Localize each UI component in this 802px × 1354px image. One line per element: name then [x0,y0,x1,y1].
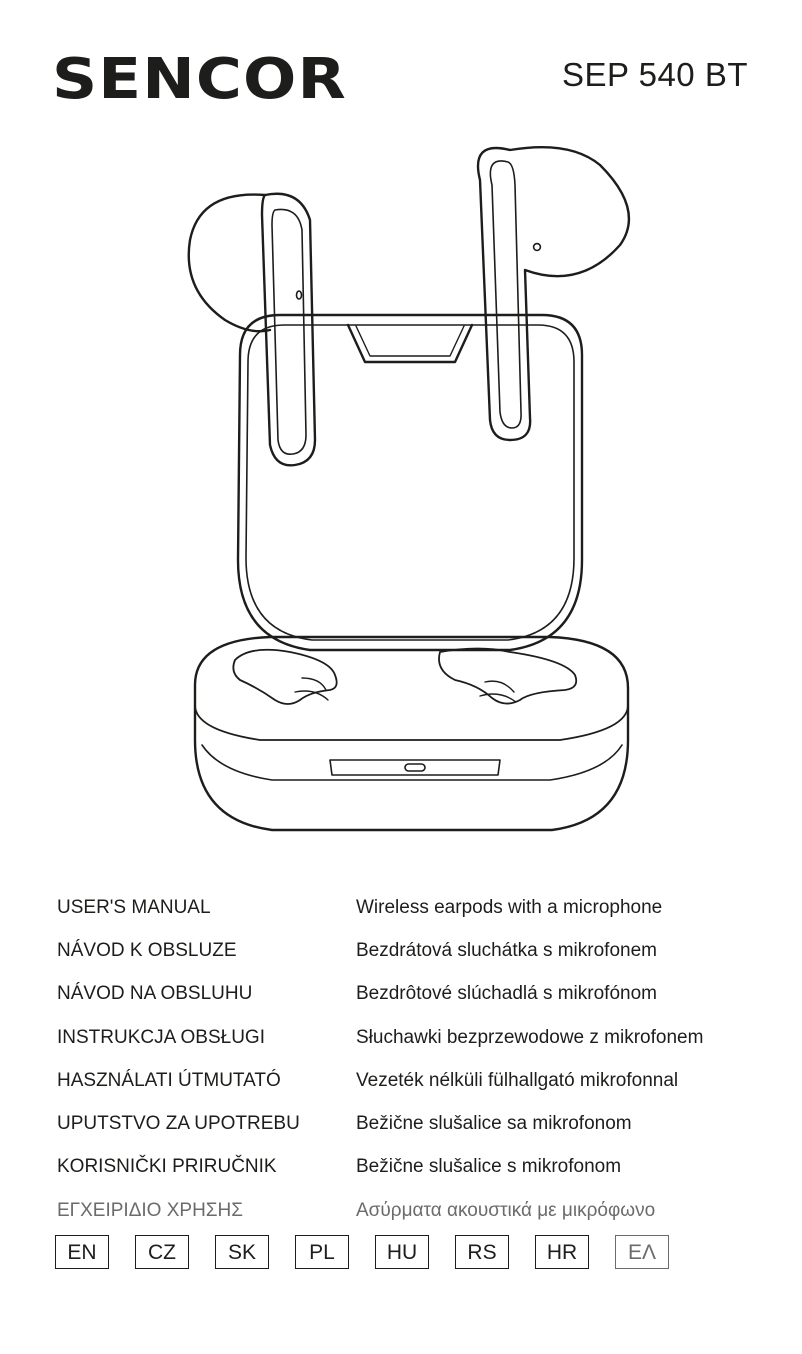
manual-row-hu [57,1059,757,1102]
language-codes [55,1235,695,1269]
manual-row-sk [57,973,757,1016]
manual-row-hr [57,1146,757,1189]
lang-code-hr: HR [535,1235,589,1269]
manual-row-cz [57,929,757,972]
product-description: Vezeték nélküli fülhallgató mikrofonnal [356,1069,679,1091]
right-earbud [478,147,629,440]
manual-title: ΕΓΧΕΙΡΙΔΙΟ ΧΡΗΣΗΣ [57,1199,244,1221]
manual-title: HASZNÁLATI ÚTMUTATÓ [57,1069,281,1091]
case-lid [238,315,582,650]
product-description: Ασύρματα ακουστικά με μικρόφωνο [356,1199,656,1221]
manual-title: KORISNIČKI PRIRUČNIK [57,1156,277,1178]
manual-row-en [57,886,757,929]
lang-code-cz: CZ [135,1235,189,1269]
charging-port [330,760,500,775]
lang-code-hu: HU [375,1235,429,1269]
brand-logo: SENCOR [52,47,347,112]
model-name: SEP 540 BT [561,56,748,93]
product-description: Wireless earpods with a microphone [356,896,663,918]
lang-code-rs: RS [455,1235,509,1269]
manual-title: UPUTSTVO ZA UPOTREBU [57,1113,300,1135]
manual-title: USER'S MANUAL [57,896,211,918]
manual-row-rs [57,1102,757,1145]
earbuds-case-illustration [180,140,640,840]
lang-code-en: EN [55,1235,109,1269]
manual-language-list [57,886,757,1232]
manual-row-pl [57,1016,757,1059]
manual-title: NÁVOD NA OBSLUHU [57,983,253,1005]
lang-code-el: ΕΛ [615,1235,669,1269]
product-description: Bežične slušalice sa mikrofonom [356,1113,632,1135]
manual-title: INSTRUKCJA OBSŁUGI [57,1026,265,1048]
product-description: Bezdrátová sluchátka s mikrofonem [356,939,657,961]
lang-code-pl: PL [295,1235,349,1269]
manual-row-el [57,1189,757,1232]
product-description: Słuchawki bezprzewodowe z mikrofonem [356,1026,704,1048]
lang-code-sk: SK [215,1235,269,1269]
manual-title: NÁVOD K OBSLUZE [57,939,237,961]
product-description: Bezdrôtové slúchadlá s mikrofónom [356,983,657,1005]
left-earbud [189,195,270,332]
product-description: Bežične slušalice s mikrofonom [356,1156,622,1178]
